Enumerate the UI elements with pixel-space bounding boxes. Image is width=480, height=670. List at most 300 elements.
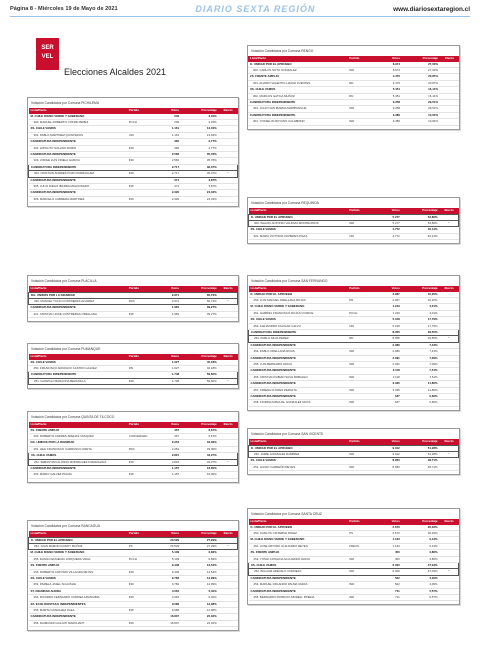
candidate-row [248,119,459,125]
party-cell: 251. GABRIEL FRANCISCO ROJAS OYARCE [249,310,348,316]
votes-cell: 2.118 [372,374,401,380]
column-header: Porcentaje [402,56,440,62]
party-cell: CANDIDATURA INDEPENDIENTE [249,329,348,335]
column-header: Partido [127,108,152,114]
candidate-row [249,220,459,226]
results-box-rengo [247,45,460,130]
party-cell: XS. CHILE VAMOS [29,453,127,459]
votes-cell: 20.529 [152,543,181,549]
percent-cell: 51,28% [402,451,440,457]
candidate-row [29,620,238,626]
results-table [28,531,238,627]
party-cell: 257. XIMENA FLORES PERALTA [249,387,348,393]
elected-cell [219,196,238,202]
box-title: Votación Candidatos por Comuna PICHILEMU [31,101,100,105]
elected-cell: * [440,451,459,457]
column-header: Votos [372,439,401,445]
votes-cell: 2.971 [152,298,181,304]
column-header: Votos [152,531,181,537]
column-header: Porcentaje [181,354,219,360]
votes-cell: 5.277 [372,220,401,226]
candidate-row [29,311,238,317]
votes-cell: 8.950 [372,464,401,470]
box-title: Votación Candidatos por Comuna PLACILLA [31,279,97,283]
column-header: Electo [219,286,238,292]
partido-cell: PS [127,543,152,549]
percent-cell: 9,13% [402,543,440,549]
votes-cell: 2.080 [372,349,401,355]
votes-cell: 522 [372,575,401,581]
column-header: Partido [347,286,372,292]
party-cell: K. UNIDAD POR EL APRUEBO [249,214,348,220]
percent-cell: 47,03% [402,569,440,575]
votes-cell: 3.335 [372,381,401,387]
percent-cell: 36,37% [181,164,219,170]
column-header: Electo [219,422,238,428]
percent-cell: 51,28% [402,445,440,451]
votes-cell: 371 [152,177,181,183]
candidate-row [29,459,238,465]
votes-cell: 467 [152,428,181,434]
percent-cell: 3,87% [181,183,219,189]
percent-cell: 12,08% [181,607,219,613]
party-cell: 306. MARCELO CABRERA MARTINEZ [29,196,127,202]
candidate-row [249,569,459,575]
column-header: Partido [127,354,152,360]
votes-cell: 360 [152,145,181,151]
partido-cell: RN [347,93,372,99]
elected-cell [440,594,459,600]
percent-cell: 60,73% [181,292,219,298]
votes-cell: 1.243 [372,304,401,310]
box-title: Votación Candidatos por Comuna QUINTA DE TILCOCO [31,415,115,419]
percent-cell: 48,71% [402,464,440,470]
partido-cell: IND [127,311,152,317]
partido-cell: IND [127,378,152,384]
results-box-santa-cruz [247,508,460,605]
partido-cell: IND [127,607,152,613]
votes-cell: 1.163 [372,537,401,543]
box-title: Votación Candidatos por Comuna RENGO [251,49,314,53]
partido-cell: RN [127,365,152,371]
partido-cell: UDI [347,233,372,239]
percent-cell: 48,71% [402,458,440,464]
votes-cell: 2.971 [152,292,181,298]
party-cell: K. UNIDAD POR EL APRUEBO [249,445,348,451]
votes-cell: 5.018 [372,317,401,323]
percent-cell: 20,87% [402,80,440,86]
party-cell: ZS. FRENTE AMPLIO [29,563,127,569]
partido-cell: IND [347,67,372,73]
votes-cell: 1.161 [152,132,181,138]
results-box-san-vicente [247,428,460,475]
column-header: Lista/Pacto [248,56,347,62]
box-bottom-padding [248,407,459,410]
party-cell: CANDIDATURA INDEPENDIENTE [29,190,127,196]
percent-cell: 12,99% [181,575,219,581]
column-header: Partido [127,531,152,537]
party-cell: XZ. ECOLOGISTAS E INDEPENDIENTES [29,601,127,607]
partido-cell: IND [127,459,152,465]
percent-cell: 12,54% [181,563,219,569]
votes-cell: 9.312 [372,445,401,451]
partido-cell: UDI [127,132,152,138]
votes-cell: 8.974 [372,62,402,68]
partido-cell: IND [127,620,152,626]
partido-cell: IND [347,464,372,470]
percent-cell: 17,79% [402,323,440,329]
column-header: Porcentaje [181,108,219,114]
percent-cell: 5,57% [402,588,440,594]
votes-cell: 2.254 [152,440,181,446]
candidate-row [29,582,238,588]
box-bottom-padding [28,318,238,321]
servel-logo: SER VEL [36,38,59,70]
votes-cell: 9.782 [152,582,181,588]
party-cell: DG. UNIDOS POR LA DIGNIDAD [29,440,127,446]
percent-cell: 46,14% [402,227,440,233]
percent-cell: 7,43% [402,349,440,355]
percent-cell: 3,86% [402,556,440,562]
percent-cell: 12,54% [181,569,219,575]
votes-cell: 450 [372,556,401,562]
percent-cell: 17,79% [402,317,440,323]
votes-cell: 9.312 [372,451,401,457]
party-cell: CANDIDATURA INDEPENDIENTE [249,381,348,387]
elected-cell [219,620,238,626]
elected-cell [440,233,459,239]
party-cell: CANDIDATURA INDEPENDIENTE [29,139,127,145]
votes-cell: 9.086 [152,601,181,607]
party-cell: 301. MARIA VICTORIA CAVIERES PAVIA [249,233,348,239]
party-cell: 302. MARCOS GATICA MUÑOZ [248,93,347,99]
results-box-pumanque [27,343,239,389]
party-cell: CANDIDATURA INDEPENDIENTE [29,372,127,378]
candidate-row [249,451,459,457]
votes-cell: 20.529 [152,537,181,543]
votes-cell: 4.064 [152,595,181,601]
votes-cell: 3.335 [372,387,401,393]
percent-cell: 27,29% [181,537,219,543]
percent-cell: 11,80% [402,387,440,393]
percent-cell: 5,40% [181,588,219,594]
party-cell: 254. PABLO ORELLANA RIVAS [249,349,348,355]
party-cell: 304. YOSSELIN MOYANO CALABRINO [248,119,347,125]
column-header: Lista/Pacto [29,422,127,428]
votes-cell: 9.448 [152,569,181,575]
party-cell: 255. MARTA GONZALEZ OLEA [29,607,127,613]
elected-cell [219,311,238,317]
column-header: Votos [372,286,401,292]
candidate-row [249,387,459,393]
column-header: Partido [127,286,152,292]
party-cell: 254. JUAN RAMON GODOY MUÑOZ [29,543,127,549]
votes-cell: 249 [152,114,181,120]
percent-cell: 3,04% [181,119,219,125]
box-title: Votación Candidatos por Comuna REQUINOA [251,201,319,205]
column-header: Lista/Pacto [29,108,127,114]
partido-cell: IND [127,472,152,478]
candidate-row [249,464,459,470]
party-cell: 300. CARLOS SOTO GONZALEZ [248,67,347,73]
partido-cell: IND [347,106,372,112]
votes-cell: 2.566 [152,158,181,164]
party-cell: 304. CRISTIAN ANDRES POZO PARRAGUEZ [29,171,127,177]
percent-cell: 53,86% [402,220,440,226]
party-cell: ZS. FRENTE AMPLIO [248,74,347,80]
party-cell: 252. ALEJANDRO AGUILAR CALVO [249,323,348,329]
party-cell: 250. ROBERTO ANDRES ARENAS VASQUEZ [29,433,127,439]
partido-cell: IND [347,556,372,562]
partido-cell: IND [347,349,372,355]
party-cell: 253. PAMELA JASEL SCHUSLIE [29,582,127,588]
party-cell: 256. RAIMUNDO AGLIATI MARCHANT [29,620,127,626]
percent-cell: 5,40% [181,595,219,601]
percent-cell: 0,66% [402,400,440,406]
results-box-placilla [27,275,239,322]
column-header: Lista/Pacto [249,208,348,214]
partido-cell: IND [347,361,372,367]
party-cell: M. CHILE DIGNO VERDE Y SOBERANO [29,550,127,556]
results-table [248,519,459,601]
votes-cell: 8.055 [372,329,401,335]
party-cell: CANDIDATURA INDEPENDIENTE [29,177,127,183]
party-cell: CANDIDATURA INDEPENDIENTE [29,164,127,170]
votes-cell: 5.451 [372,93,402,99]
votes-cell: 4.064 [152,588,181,594]
percent-cell: 6,83% [181,550,219,556]
votes-cell: 2.091 [372,361,401,367]
percent-cell: 33,06% [181,446,219,452]
column-header: Partido [347,519,372,525]
column-header: Votos [372,519,401,525]
party-cell: 301. ALVARO VALENTIN LIZANA FUENTES [248,80,347,86]
votes-cell: 1.027 [152,360,181,366]
candidate-row [29,569,238,575]
partido-cell: PR [347,297,372,303]
percent-cell: 29,55% [402,329,440,335]
column-header: Votos [372,56,402,62]
party-cell: 303. JORGE LUIS VIDELA GARCIA [29,158,127,164]
percent-cell: 33,06% [181,440,219,446]
percent-cell: 4,09% [402,582,440,588]
votes-cell: 2.566 [152,151,181,157]
percent-cell: 7,09% [402,355,440,361]
results-table [248,56,459,126]
party-cell: ZS. FRENTE AMPLIO [29,428,127,434]
candidate-row [249,594,459,600]
party-cell: CANDIDATURA INDEPENDIENTE [29,465,127,471]
candidate-row [29,298,238,304]
partido-cell: IND [347,451,372,457]
percent-cell: 60,73% [181,298,219,304]
party-cell: K. UNIDAD POR EL APRUEBO [248,62,347,68]
column-header: Electo [440,286,459,292]
votes-cell: 450 [372,550,401,556]
party-cell: 305. JULIO DIEGO IBARRA MALDONADO [29,183,127,189]
website-url[interactable]: www.diariosextaregion.cl [393,5,470,13]
partido-cell: IND [127,595,152,601]
percent-cell: 36,37% [181,171,219,177]
percent-cell: 26,33% [402,530,440,536]
percent-cell: 29,51% [402,106,440,112]
party-cell: 254. RICARDO FERNANDO CORREA ARANCIBIA [29,595,127,601]
candidate-row [29,607,238,613]
elected-cell [440,119,459,125]
percent-cell: 9,13% [402,537,440,543]
votes-cell: 6.000 [372,562,401,568]
percent-cell: 27,00% [402,62,440,68]
percent-cell: 3,04% [181,114,219,120]
column-header: Votos [152,108,181,114]
percent-cell: 11,80% [402,381,440,387]
party-cell: 252. WILLIAM ARÉVALO CORNEJO [249,569,348,575]
percent-cell: 27,00% [402,67,440,73]
votes-cell: 2.717 [152,171,181,177]
candidate-row [29,196,238,202]
candidate-row [29,472,238,478]
party-cell: DG. UNIDOS POR LA DIGNIDAD [29,292,127,298]
votes-cell: 187 [372,400,401,406]
votes-cell: 2.320 [152,190,181,196]
column-header: Porcentaje [402,439,440,445]
percent-cell: 16,00% [181,472,219,478]
party-cell: XS. CHILE VAMOS [248,87,347,93]
column-header: Lista/Pacto [29,286,127,292]
party-cell: 252. SEBASTIAN ALONSO RODRIGUEZ FUENZALIDA [29,459,127,465]
column-header: Porcentaje [181,422,219,428]
results-table [28,422,238,479]
percent-cell: 40,18% [181,365,219,371]
elected-cell: * [219,459,238,465]
party-cell: 320. MANUEL TULIO CONTRERAS ALVAREZ [29,298,127,304]
partido-cell: PCCH [347,310,372,316]
votes-cell: 249 [152,119,181,125]
elected-cell: * [219,298,238,304]
page-title: Elecciones Alcaldes 2021 [64,67,167,77]
votes-cell: 16.807 [152,620,181,626]
votes-cell: 1.157 [152,465,181,471]
percent-cell: 22,32% [181,614,219,620]
results-box-requinoa [247,197,460,244]
party-cell: 251. JOSE ARTURO GUAJARDO REYES [249,543,348,549]
partido-cell: CONVERGEN [127,433,152,439]
votes-cell: 1.157 [152,472,181,478]
box-bottom-padding [28,627,238,630]
percent-cell: 7,51% [402,368,440,374]
votes-cell: 4.470 [372,74,402,80]
partido-cell: IND [347,220,372,226]
votes-cell: 1.161 [152,126,181,132]
percent-cell: 47,03% [402,562,440,568]
results-box-quinta-de-tilcoco [27,411,239,483]
column-header: Lista/Pacto [29,531,127,537]
votes-cell: 2.717 [152,164,181,170]
column-header: Electo [219,531,238,537]
percent-cell: 42,27% [181,453,219,459]
party-cell: 256. CRISTIAN FABIAN SILVA ROBALEO [249,374,348,380]
votes-cell: 4.772 [372,227,401,233]
party-cell: 300. WALDO ANTONIO VALDIVIA MONTECINOS [249,220,348,226]
party-cell: 321. CRISTIAN JOSE CONTRERAS ORELLANA [29,311,127,317]
column-header: Lista/Pacto [29,354,127,360]
newspaper-brand: DIARIO SEXTA REGIÓN [195,4,316,14]
column-header: Porcentaje [181,531,219,537]
percent-cell: 16,00% [181,465,219,471]
column-header: Electo [440,519,459,525]
votes-cell: 3.280 [372,112,402,118]
elected-cell: * [440,336,459,342]
votes-cell: 2.967 [372,297,401,303]
column-header: Electo [440,56,459,62]
partido-cell: IND [127,171,152,177]
votes-cell: 9.782 [152,575,181,581]
votes-cell: 1.243 [372,310,401,316]
header-divider [10,16,470,17]
votes-cell: 2.254 [152,446,181,452]
party-cell: XS. CHILE VAMOS [29,360,127,366]
results-table [28,286,238,318]
percent-cell: 13,04% [181,132,219,138]
percent-cell: 35,78% [181,151,219,157]
votes-cell: 9.258 [372,106,402,112]
votes-cell: 2.320 [152,196,181,202]
elected-cell: * [219,543,238,549]
page-header [10,3,470,15]
party-cell: XS. CHILE VAMOS [249,317,348,323]
party-cell: 250. LUIS MANUEL ORELLANA ROJAS [249,297,348,303]
box-title: Votación Candidatos por Comuna PUMANQUE [31,347,101,351]
percent-cell: 24,33% [181,196,219,202]
votes-cell: 371 [152,183,181,189]
partido-cell: FREVS [347,543,372,549]
party-cell: CANDIDATURA INDEPENDIENTE [249,368,348,374]
votes-cell: 2.815 [152,459,181,465]
party-cell: 300. MANUEL ROBERTO COFRE PEREZ [29,119,127,125]
candidate-row [29,446,238,452]
percent-cell: 4,01% [402,310,440,316]
results-box-rancagua [27,520,239,631]
candidate-row [29,378,238,384]
party-cell: K. UNIDAD POR EL APRUEBO [29,537,127,543]
box-bottom-padding [248,471,459,474]
candidate-row [248,67,459,73]
percent-cell: 4,09% [402,575,440,581]
party-cell: CANDIDATURA INDEPENDIENTE [249,575,348,581]
party-cell: M. CHILE DIGNO VERDE Y SOBERANO [249,537,348,543]
percent-cell: 3,86% [402,550,440,556]
votes-cell: 5.451 [372,87,402,93]
percent-cell: 24,33% [181,190,219,196]
party-cell: M. CHILE DIGNO VERDE Y SOBERANO [249,304,348,310]
votes-cell: 9.258 [372,99,402,105]
candidate-row [29,132,238,138]
percent-cell: 39,27% [181,311,219,317]
votes-cell: 360 [152,139,181,145]
votes-cell: 1.163 [372,543,401,549]
results-table [248,208,459,240]
percent-cell: 0,66% [402,394,440,400]
box-title: Votación Candidatos por Comuna RANCAGUA [31,524,100,528]
percent-cell: 7,51% [402,374,440,380]
box-bottom-padding [248,126,459,129]
party-cell: 251. GUIDO CARREÑO REYES [249,464,348,470]
percent-cell: 26,33% [402,525,440,531]
party-cell: 250. FRANCISCO ARNOLDO CASTRO GALVEZ [29,365,127,371]
candidate-row [29,171,238,177]
party-cell: CANDIDATURA INDEPENDIENTE [249,588,348,594]
column-header: Votos [372,208,401,214]
